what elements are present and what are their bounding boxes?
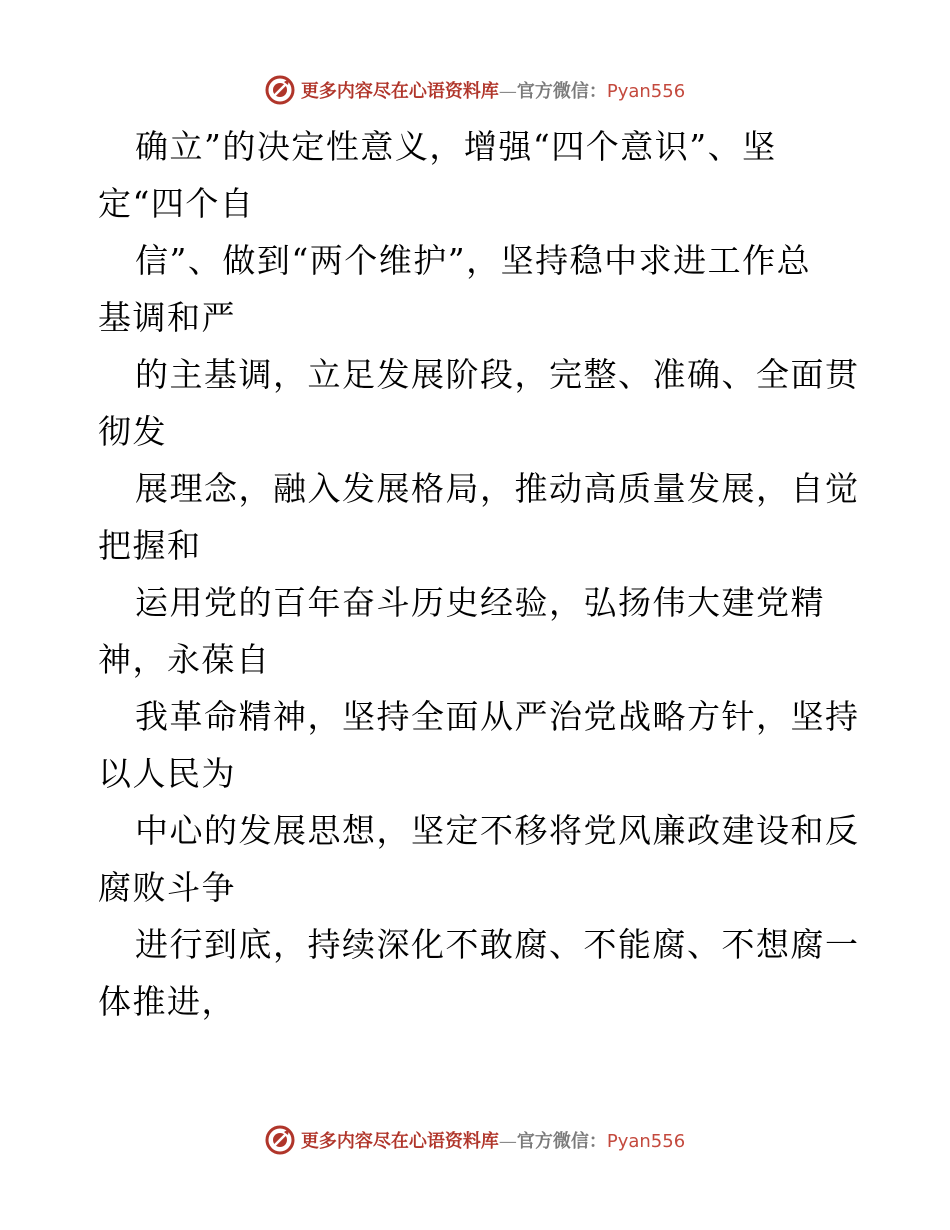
watermark-site-text: 更多内容尽在心语资料库 — [300, 1131, 499, 1152]
body-line: 把握和 — [98, 526, 202, 565]
watermark-wechat-id: Pyan556 — [606, 81, 686, 102]
watermark-label: 官方微信： — [516, 1131, 607, 1152]
body-line: 我革命精神，坚持全面从严治党战略方针，坚持 — [135, 697, 860, 736]
footer-watermark-banner — [0, 1123, 950, 1157]
body-line: 确立”的决定性意义，增强“四个意识”、坚 — [135, 127, 777, 166]
body-line: 腐败斗争 — [98, 868, 236, 907]
body-line: 进行到底，持续深化不敢腐、不能腐、不想腐一 — [135, 925, 860, 964]
red-seal-logo-icon — [265, 1125, 295, 1155]
body-line: 信”、做到“两个维护”，坚持稳中求进工作总 — [135, 241, 812, 280]
body-line: 体推进， — [98, 982, 236, 1021]
red-seal-logo-icon — [265, 75, 295, 105]
body-line: 彻发 — [98, 412, 167, 451]
body-line: 基调和严 — [98, 298, 236, 337]
watermark-separator: — — [498, 1131, 517, 1152]
body-line: 神，永葆自 — [98, 640, 271, 679]
watermark-separator: — — [498, 81, 517, 102]
watermark-wechat-id: Pyan556 — [606, 1131, 686, 1152]
body-line: 的主基调，立足发展阶段，完整、准确、全面贯 — [135, 355, 860, 394]
body-line: 中心的发展思想，坚定不移将党风廉政建设和反 — [135, 811, 860, 850]
header-watermark-banner — [0, 73, 950, 107]
watermark-label: 官方微信： — [516, 81, 607, 102]
document-body — [98, 118, 888, 1030]
body-line: 运用党的百年奋斗历史经验，弘扬伟大建党精 — [135, 583, 825, 622]
watermark-site-text: 更多内容尽在心语资料库 — [300, 81, 499, 102]
body-line: 以人民为 — [98, 754, 236, 793]
body-line: 定“四个自 — [98, 184, 255, 223]
body-line: 展理念，融入发展格局，推动高质量发展，自觉 — [135, 469, 860, 508]
